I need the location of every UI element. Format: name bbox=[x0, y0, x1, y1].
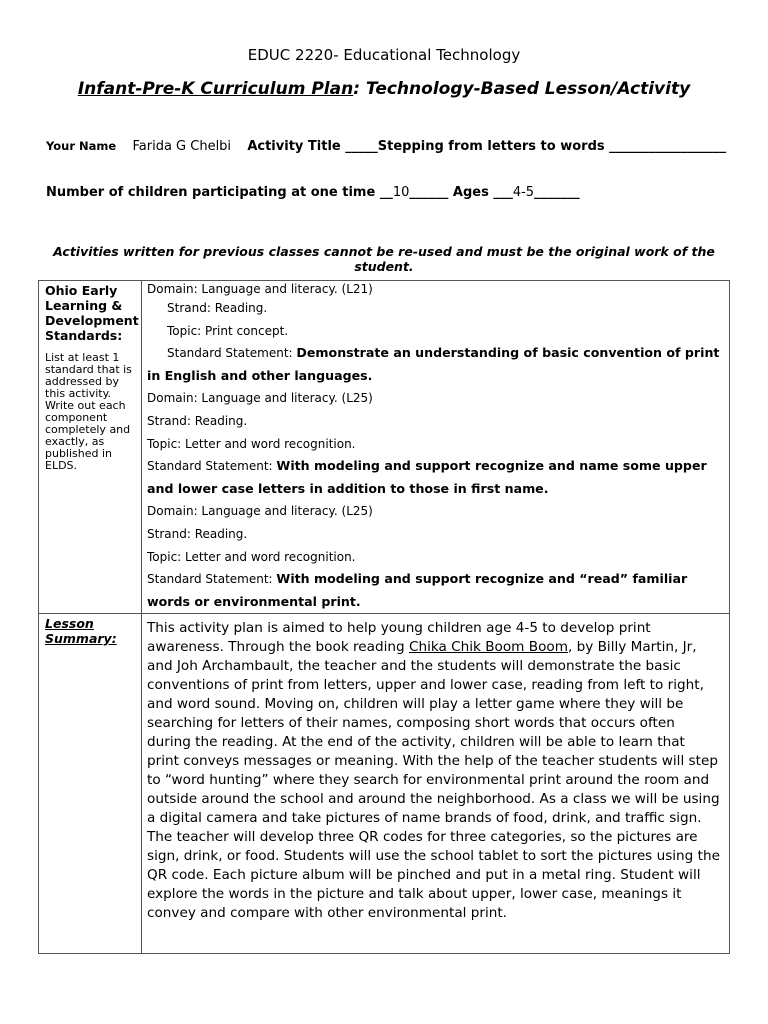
standard-1-topic: Topic: Print concept. bbox=[167, 323, 289, 338]
name-activity-line bbox=[46, 139, 726, 154]
standard-2-topic: Topic: Letter and word recognition. bbox=[147, 436, 356, 451]
summary-text-after: , by Billy Martin, Jr, and Joh Archambault, the teacher and the students will demonstrate the basic conventions of print from letters, upper and lower case, reading from left to right, and word sound. Moving on, children will play a letter game where they will be searching for letters of their names, composing short words that occurs often during the reading. At the end of the activity, children will be able to learn that print conveys messages or meaning. With the help of the teacher students will step to “word hunting” where they search for environmental print around the room and outside around the school and around the neighborhood. As a class we will be using a digital camera and take pictures of name brands of food, drink, and traffic sign. The teacher will develop three QR codes for three categories, so the pictures are sign, drink, or food. Students will use the school tablet to sort the pictures using the QR code. Each picture album will be pinched and put in a metal ring. Student will explore the words in the picture and talk about upper, lower case, meanings it convey and compare with other environmental print. bbox=[147, 639, 720, 922]
standard-1-statement-text: Demonstrate an understanding of basic convention of print bbox=[296, 345, 720, 361]
name-value: Farida G Chelbi bbox=[132, 139, 232, 154]
standard-2-statement-label: Standard Statement: bbox=[147, 459, 277, 474]
activity-value: _____Stepping from letters to words __________________ bbox=[345, 139, 727, 154]
ages-value: 4-5 bbox=[512, 185, 535, 200]
lesson-summary-text bbox=[147, 614, 729, 923]
plan-title-main: Infant-Pre-K Curriculum Plan bbox=[77, 79, 354, 99]
standard-3-statement-label: Standard Statement: bbox=[147, 572, 277, 587]
standard-2-domain: Domain: Language and literacy. (L25) bbox=[147, 391, 373, 406]
standard-2-statement-text: With modeling and support recognize and name some upper bbox=[276, 458, 707, 474]
standards-heading: Ohio Early Learning & Development Standards: bbox=[45, 283, 139, 343]
standard-2-strand: Strand: Reading. bbox=[147, 413, 248, 428]
children-blank-suffix: ______ bbox=[409, 185, 453, 200]
children-label: Number of children participating at one time bbox=[46, 185, 380, 200]
standard-1-statement bbox=[147, 342, 729, 365]
activity-label: Activity Title bbox=[247, 139, 346, 154]
standards-note: List at least 1 standard that is addressed by this activity. Write out each component completely and exactly, as published in ELDS. bbox=[45, 351, 132, 472]
standard-3-statement-text: With modeling and support recognize and “read” familiar bbox=[276, 571, 688, 587]
plan-table bbox=[38, 280, 730, 954]
summary-label-cell bbox=[39, 614, 142, 954]
ages-blank-suffix: _______ bbox=[534, 185, 580, 200]
plan-title bbox=[0, 79, 768, 99]
children-ages-line bbox=[46, 185, 580, 200]
summary-content-cell bbox=[142, 614, 730, 954]
standard-1-statement-text-cont: in English and other languages. bbox=[147, 367, 373, 383]
standard-3-statement-text-cont: words or environmental print. bbox=[147, 593, 361, 609]
standard-3-topic: Topic: Letter and word recognition. bbox=[147, 549, 356, 564]
children-value: 10 bbox=[392, 185, 410, 200]
summary-row bbox=[39, 614, 730, 954]
standards-row bbox=[39, 281, 730, 614]
plan-title-sep: : bbox=[353, 79, 360, 99]
standard-1-strand: Strand: Reading. bbox=[167, 301, 268, 315]
standard-3-statement bbox=[147, 568, 729, 591]
standard-2-statement-cont bbox=[147, 478, 729, 501]
ages-blank-prefix: ___ bbox=[493, 185, 513, 200]
ages-label: Ages bbox=[452, 185, 494, 200]
summary-heading: Lesson Summary: bbox=[45, 616, 117, 647]
standard-3-statement-cont bbox=[147, 591, 729, 614]
standard-2-statement-text-cont: and lower case letters in addition to those in first name. bbox=[147, 480, 549, 496]
book-title: Chika Chik Boom Boom bbox=[408, 639, 568, 656]
standard-3-domain: Domain: Language and literacy. (L25) bbox=[147, 504, 373, 519]
standards-label-cell bbox=[39, 281, 142, 614]
name-label: Your Name bbox=[46, 139, 117, 153]
standard-1-statement-cont bbox=[147, 365, 729, 388]
standard-1-domain: Domain: Language and literacy. (L21) bbox=[147, 282, 373, 296]
standard-1-statement-label: Standard Statement: bbox=[167, 346, 297, 361]
course-title: EDUC 2220- Educational Technology bbox=[247, 46, 521, 64]
plan-title-sub: Technology-Based Lesson/Activity bbox=[360, 79, 691, 99]
standard-2-statement bbox=[147, 455, 729, 478]
standards-content-cell bbox=[142, 281, 730, 614]
originality-notice: Activities written for previous classes cannot be re-used and must be the original work of the student. bbox=[53, 244, 715, 274]
summary-text-before: This activity plan is aimed to help young children age 4-5 to develop print awareness. Through the book reading bbox=[147, 620, 651, 656]
children-blank-prefix: __ bbox=[379, 185, 393, 200]
standard-3-strand: Strand: Reading. bbox=[147, 526, 248, 541]
